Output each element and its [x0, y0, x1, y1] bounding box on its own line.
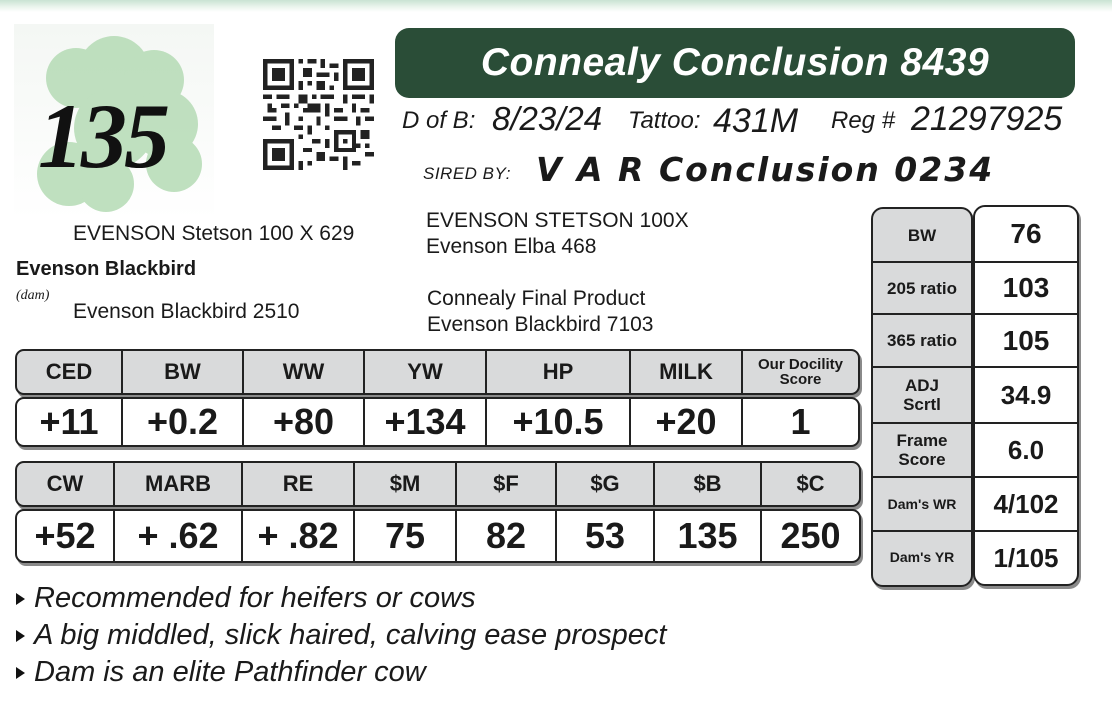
epd-value-re: + .82 — [241, 511, 353, 561]
reg-label: Reg # — [831, 107, 896, 134]
note-text: Recommended for heifers or cows — [34, 582, 476, 614]
epd-header-g: $G — [555, 463, 653, 505]
epd-header-re: RE — [241, 463, 353, 505]
pedigree-dam-sire: EVENSON Stetson 100 X 629 — [73, 222, 355, 245]
epd-table-1-values — [15, 397, 860, 447]
dob-value: 8/23/24 — [492, 100, 603, 137]
dam-label: (dam) — [16, 288, 50, 303]
epd-header-cw: CW — [46, 471, 84, 496]
top-accent-band — [0, 0, 1112, 12]
epd-value-f: 82 — [455, 511, 555, 561]
pedigree-dam: Evenson Blackbird — [16, 258, 197, 280]
epd-table-1-header — [15, 349, 860, 395]
perf-label-365: 365 ratio — [873, 313, 971, 366]
epd-value-m: 75 — [353, 511, 455, 561]
epd-header-docility: Our Docility Score — [741, 351, 858, 393]
perf-label-205: 205 ratio — [873, 261, 971, 313]
perf-value-dam-wr: 4/102 — [975, 476, 1077, 530]
perf-label-dam-wr: Dam's WR — [873, 476, 971, 530]
dob-label: D of B: — [402, 107, 476, 134]
perf-value-365: 105 — [975, 313, 1077, 366]
perf-label-scrotal: ADJ Scrtl — [873, 366, 971, 422]
bullet-triangle-icon — [16, 630, 25, 642]
epd-value-c: 250 — [760, 511, 859, 561]
epd-table-2 — [15, 461, 861, 563]
lot-logo — [14, 24, 214, 220]
animal-name: Connealy Conclusion 8439 — [480, 41, 990, 84]
epd-header-ced: CED — [45, 359, 93, 384]
epd-value-docility: 1 — [741, 399, 858, 445]
reg-value: 21297925 — [911, 100, 1063, 138]
sire-label: SIRED BY: — [423, 164, 511, 183]
pedigree-dam-dam-sire: Connealy Final Product — [427, 287, 646, 310]
perf-value-scrotal: 34.9 — [975, 366, 1077, 422]
epd-header-hp: HP — [485, 351, 629, 393]
perf-value-205: 103 — [975, 261, 1077, 313]
epd-header-c: $C — [760, 463, 859, 505]
epd-value-milk: +20 — [629, 399, 741, 445]
pedigree-sire-dam: Evenson Elba 468 — [426, 235, 597, 258]
perf-value-bw: 76 — [1010, 218, 1042, 249]
epd-header-f: $F — [455, 463, 555, 505]
lot-number: 135 — [38, 85, 167, 187]
epd-header-marb: MARB — [113, 463, 241, 505]
perf-label-bw: BW — [907, 225, 937, 245]
epd-value-b: 135 — [653, 511, 760, 561]
epd-header-m: $M — [353, 463, 455, 505]
epd-table-2-values — [15, 509, 861, 563]
bullet-triangle-icon — [16, 667, 25, 679]
performance-values — [973, 205, 1079, 586]
epd-value-cw: +52 — [34, 515, 96, 556]
epd-header-milk: MILK — [629, 351, 741, 393]
epd-header-b: $B — [653, 463, 760, 505]
perf-value-dam-yr: 1/105 — [975, 530, 1077, 584]
performance-labels — [871, 207, 973, 587]
epd-value-g: 53 — [555, 511, 653, 561]
pedigree-dam-dam-dam: Evenson Blackbird 7103 — [427, 313, 654, 336]
epd-value-ced: +11 — [39, 401, 99, 442]
epd-table-2-header — [15, 461, 861, 507]
epd-value-marb: + .62 — [113, 511, 241, 561]
epd-header-ww: WW — [242, 351, 363, 393]
tattoo-label: Tattoo: — [628, 107, 701, 134]
perf-value-frame: 6.0 — [975, 422, 1077, 476]
epd-header-bw: BW — [121, 351, 242, 393]
pedigree-dam-dam: Evenson Blackbird 2510 — [73, 300, 300, 323]
epd-value-bw: +0.2 — [121, 399, 242, 445]
perf-label-frame: Frame Score — [873, 422, 971, 476]
epd-value-ww: +80 — [242, 399, 363, 445]
title-banner — [395, 28, 1075, 98]
note-text: Dam is an elite Pathfinder cow — [34, 656, 426, 688]
qr-code-icon — [262, 59, 375, 170]
note-text: A big middled, slick haired, calving ease prospect — [34, 619, 667, 651]
sire-name: V A R Conclusion 0234 — [536, 150, 995, 189]
epd-value-yw: +134 — [363, 399, 485, 445]
bullet-triangle-icon — [16, 593, 25, 605]
epd-header-yw: YW — [363, 351, 485, 393]
tattoo-value: 431M — [713, 102, 799, 140]
epd-value-hp: +10.5 — [485, 399, 629, 445]
perf-label-dam-yr: Dam's YR — [873, 530, 971, 582]
epd-table-1 — [15, 349, 860, 449]
pedigree-sire-sire: EVENSON STETSON 100X — [426, 209, 689, 232]
